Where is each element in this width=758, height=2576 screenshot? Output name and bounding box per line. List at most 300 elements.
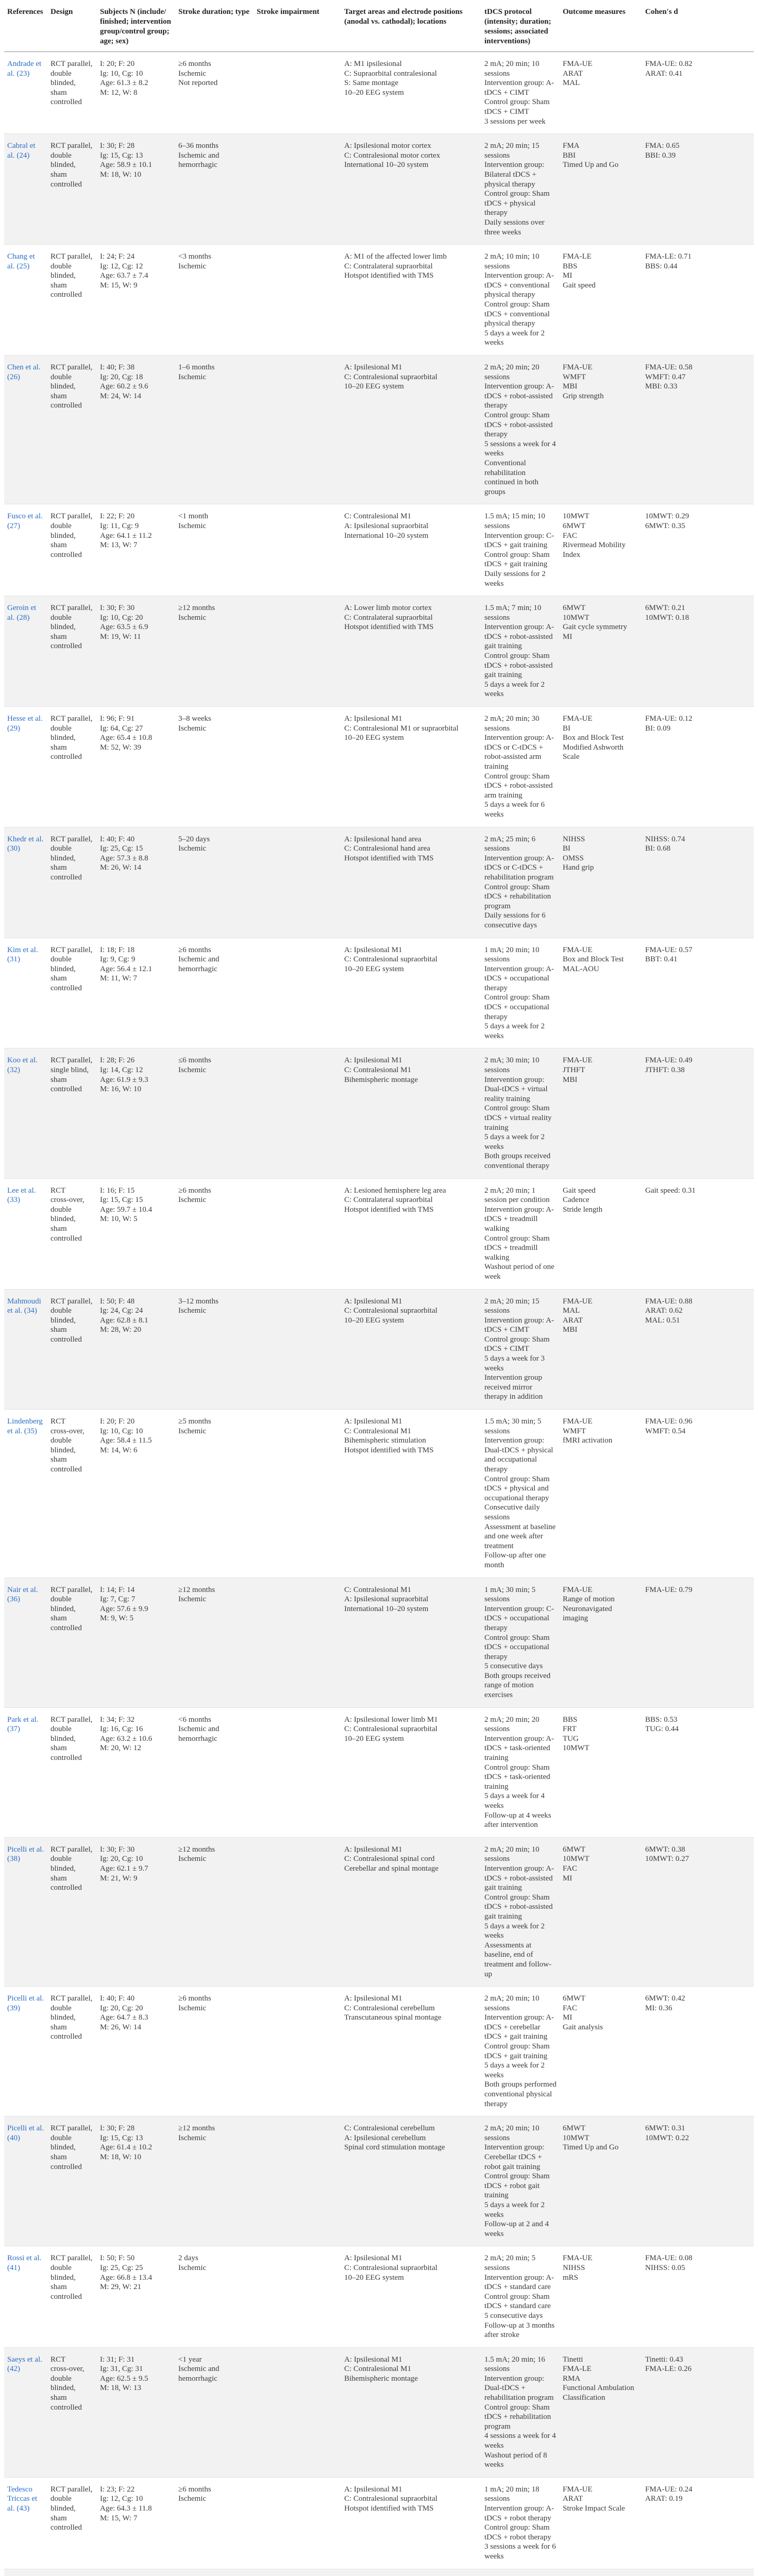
cell-stroke-duration-line: Ischemic xyxy=(178,1427,207,1435)
cell-outcome-measures-line: Grip strength xyxy=(563,392,604,400)
cell-target-areas xyxy=(341,1707,481,1837)
cell-tdcs-protocol-line: Control group: Sham tDCS + physical therapy xyxy=(484,190,550,217)
cell-outcome-measures-line: MBI xyxy=(563,382,578,391)
cell-cohens-d-line: BBS: 0.44 xyxy=(645,262,678,270)
cell-design-line: controlled xyxy=(50,2403,82,2412)
cell-stroke-duration-line: Ischemic xyxy=(178,1307,207,1315)
table-row xyxy=(4,2347,754,2477)
cell-cohens-d-line: ARAT: 0.19 xyxy=(645,2495,683,2503)
cell-outcome-measures-line: Tinetti xyxy=(563,2355,583,2364)
cell-outcome-measures xyxy=(560,1289,642,1410)
cell-outcome-measures xyxy=(560,134,642,245)
cell-tdcs-protocol-line: 5 days a week for 2 weeks xyxy=(484,1022,545,1040)
cell-outcome-measures-line: FMA-UE xyxy=(563,60,593,68)
cell-reference[interactable] xyxy=(4,938,47,1048)
cell-outcome-measures-line: FRT xyxy=(563,1725,577,1734)
cell-tdcs-protocol-line: 1.5 mA; 30 min; 5 sessions xyxy=(484,1417,542,1435)
cell-cohens-d-line: BI: 0.68 xyxy=(645,844,671,853)
cell-outcome-measures-line: Neuronavigated imaging xyxy=(563,1604,612,1623)
cell-subjects-line: Age: 64.3 ± 11.8 xyxy=(100,2504,152,2513)
cell-target-areas-line: A: Ipsilesional M1 xyxy=(344,2485,402,2494)
cell-design-line: blinded, sham xyxy=(50,623,76,641)
cell-tdcs-protocol-line: 4 sessions a week for 4 weeks xyxy=(484,2432,556,2450)
cell-subjects-line: M: 18, W: 10 xyxy=(100,170,142,179)
cell-target-areas xyxy=(341,2569,481,2576)
cell-design-line: controlled xyxy=(50,642,82,651)
cell-tdcs-protocol-line: 2 mA; 20 min; 10 sessions xyxy=(484,1845,540,1863)
cell-outcome-measures xyxy=(560,245,642,355)
cell-design-line: double xyxy=(50,613,72,622)
cell-stroke-duration-line: Ischemic xyxy=(178,69,207,78)
cell-tdcs-protocol-line: Intervention group: A-tDCS + robot-assisted therapy xyxy=(484,382,554,410)
cell-stroke-impairment xyxy=(254,1178,341,1289)
cell-outcome-measures-line: NIHSS xyxy=(563,835,585,843)
cell-tdcs-protocol-line: Intervention group: A-tDCS + standard care xyxy=(484,2273,554,2292)
reference-link[interactable]: Koo et al. (32) xyxy=(7,1056,38,1075)
cell-design-line: blinded, sham xyxy=(50,964,76,983)
reference-link[interactable]: Park et al. (37) xyxy=(7,1715,39,1734)
cell-design-line: double xyxy=(50,151,72,160)
cell-subjects-line: Ig: 20, Cg: 20 xyxy=(100,2004,143,2012)
cell-subjects-line: M: 14, W: 6 xyxy=(100,1446,138,1454)
cell-subjects-line: M: 19, W: 11 xyxy=(100,632,141,641)
cell-reference[interactable] xyxy=(4,1178,47,1289)
cell-subjects-line: Ig: 64, Cg: 27 xyxy=(100,724,143,733)
cell-subjects-line: I: 40; F: 40 xyxy=(100,1994,135,2003)
cell-target-areas-line: C: Contralesional hand area xyxy=(344,844,431,853)
cell-target-areas-line: A: Ipsilesional hand area xyxy=(344,835,422,843)
cell-design xyxy=(47,2246,97,2347)
cell-outcome-measures-line: FMA-UE xyxy=(563,1585,593,1594)
cell-tdcs-protocol-line: Intervention group: Dual-tDCS + virtual reality training xyxy=(484,1075,548,1103)
cell-target-areas-line: A: Ipsilesional M1 xyxy=(344,1297,402,1306)
cell-subjects-line: Ig: 9, Cg: 9 xyxy=(100,955,136,964)
cell-cohens-d xyxy=(642,1048,754,1178)
header-cohens-d: Cohen's d xyxy=(642,3,754,52)
cell-outcome-measures xyxy=(560,938,642,1048)
cell-cohens-d xyxy=(642,1837,754,1986)
cell-design xyxy=(47,2347,97,2477)
reference-link[interactable]: Khedr et al. (30) xyxy=(7,835,44,853)
cell-subjects-line: Ig: 10, Cg: 20 xyxy=(100,613,143,622)
cell-target-areas-line: C: Contralesional spinal cord xyxy=(344,1855,435,1863)
cell-tdcs-protocol-line: Intervention group: Cerebellar tDCS + robot gait training xyxy=(484,2143,545,2171)
cell-subjects xyxy=(97,1707,175,1837)
cell-tdcs-protocol-line: Intervention group: A-tDCS + cerebellar tDCS + gait training xyxy=(484,2013,554,2041)
reference-link[interactable]: Cabral et al. (24) xyxy=(7,142,36,160)
cell-target-areas-line: C: Contralesional cerebellum xyxy=(344,2124,435,2133)
cell-cohens-d-line: 6MWT: 0.31 xyxy=(645,2124,685,2133)
cell-target-areas-line: C: Contralateral supraorbital xyxy=(344,262,433,270)
cell-target-areas-line: C: Contralesional cerebellum xyxy=(344,2004,435,2012)
cell-subjects-line: I: 30; F: 28 xyxy=(100,2124,135,2133)
cell-cohens-d-line: 6MWT: 0.42 xyxy=(645,1994,685,2003)
cell-tdcs-protocol-line: 1.5 mA; 20 min; 16 sessions xyxy=(484,2355,545,2374)
cell-tdcs-protocol-line: Conventional rehabilitation continued in both groups xyxy=(484,459,538,496)
cell-design-line: RCT parallel, xyxy=(50,142,93,150)
cell-tdcs-protocol xyxy=(481,2246,560,2347)
reference-link[interactable]: Saeys et al. (42) xyxy=(7,2355,42,2374)
cell-tdcs-protocol-line: 2 mA; 30 min; 10 sessions xyxy=(484,1056,540,1075)
cell-outcome-measures xyxy=(560,52,642,134)
cell-stroke-duration xyxy=(175,2246,254,2347)
cell-tdcs-protocol-line: 2 mA; 20 min; 20 sessions xyxy=(484,363,540,381)
cell-tdcs-protocol-line: 1.5 mA; 7 min; 10 sessions xyxy=(484,604,542,622)
cell-stroke-duration-line: Ischemic xyxy=(178,1855,207,1863)
cell-subjects-line: M: 15, W: 7 xyxy=(100,2514,138,2522)
cell-reference[interactable] xyxy=(4,2569,47,2576)
cell-stroke-impairment xyxy=(254,355,341,504)
cell-target-areas-line: A: M1 of the affected lower limb xyxy=(344,252,447,261)
cell-subjects-line: Ig: 25, Cg: 25 xyxy=(100,2263,143,2272)
cell-outcome-measures-line: MAL xyxy=(563,1307,580,1315)
cell-reference[interactable] xyxy=(4,2477,47,2569)
cell-design xyxy=(47,2569,97,2576)
cell-stroke-duration-line: Ischemic xyxy=(178,724,207,733)
cell-stroke-duration-line: Not reported xyxy=(178,79,218,88)
table-row xyxy=(4,134,754,245)
table-row xyxy=(4,245,754,355)
cell-tdcs-protocol-line: 5 days a week for 2 weeks xyxy=(484,1133,545,1151)
cell-stroke-duration-line: Ischemic and xyxy=(178,955,220,964)
cell-tdcs-protocol-line: 5 days a week for 3 weeks xyxy=(484,1354,545,1372)
cell-design-line: double xyxy=(50,372,72,381)
cell-target-areas-line: International 10–20 system xyxy=(344,161,429,170)
cell-subjects xyxy=(97,2347,175,2477)
cell-tdcs-protocol xyxy=(481,1178,560,1289)
cell-design xyxy=(47,1410,97,1578)
cell-stroke-impairment xyxy=(254,2569,341,2576)
cell-stroke-duration xyxy=(175,827,254,938)
cell-reference[interactable] xyxy=(4,1410,47,1578)
cell-tdcs-protocol-line: Follow-up after one month xyxy=(484,1551,546,1569)
cell-tdcs-protocol xyxy=(481,2116,560,2246)
cell-outcome-measures-line: Rivermead Mobility Index xyxy=(563,541,626,559)
cell-cohens-d-line: TUG: 0.44 xyxy=(645,1725,679,1734)
cell-outcome-measures-line: 10MWT xyxy=(563,613,589,622)
reference-link[interactable]: Rossi et al. (41) xyxy=(7,2254,42,2272)
cell-target-areas-line: C: Contralesional supraorbital xyxy=(344,372,437,381)
cell-outcome-measures xyxy=(560,1410,642,1578)
cell-design-line: controlled xyxy=(50,2032,82,2041)
cell-outcome-measures-line: FAC xyxy=(563,1864,578,1873)
cell-outcome-measures xyxy=(560,596,642,707)
cell-design-line: double xyxy=(50,1725,72,1734)
cell-stroke-duration-line: Ischemic and xyxy=(178,2365,220,2374)
cell-stroke-duration-line: Ischemic xyxy=(178,1595,207,1604)
cell-stroke-impairment xyxy=(254,2477,341,2569)
cell-cohens-d-line: Gait speed: 0.31 xyxy=(645,1186,696,1195)
cell-tdcs-protocol-line: Intervention group: Bilateral tDCS + physical therapy xyxy=(484,161,545,189)
reference-link[interactable]: Picelli et al. (40) xyxy=(7,2124,44,2142)
cell-design xyxy=(47,1837,97,1986)
cell-design-line: cross-over, xyxy=(50,1196,85,1205)
cell-outcome-measures-line: ARAT xyxy=(563,1316,583,1325)
cell-design xyxy=(47,2477,97,2569)
cell-reference[interactable] xyxy=(4,1837,47,1986)
table-row xyxy=(4,1987,754,2116)
cell-reference[interactable] xyxy=(4,1578,47,1707)
cell-cohens-d xyxy=(642,1410,754,1578)
cell-target-areas xyxy=(341,134,481,245)
cell-design-line: RCT xyxy=(50,1417,66,1426)
cell-target-areas-line: Hotspot identified with TMS xyxy=(344,1205,434,1214)
cell-design-line: blinded, sham xyxy=(50,1446,76,1464)
cell-outcome-measures-line: MAL xyxy=(563,79,580,88)
table-row xyxy=(4,1707,754,1837)
cell-stroke-impairment xyxy=(254,1707,341,1837)
cell-subjects xyxy=(97,52,175,134)
cell-cohens-d xyxy=(642,2477,754,2569)
cell-outcome-measures-line: Timed Up and Go xyxy=(563,2143,619,2152)
cell-outcome-measures-line: mRS xyxy=(563,2273,579,2282)
cell-outcome-measures-line: NIHSS xyxy=(563,2263,585,2272)
cell-design-line: controlled xyxy=(50,2162,82,2171)
cell-target-areas-line: A: Ipsilesional lower limb M1 xyxy=(344,1715,438,1724)
cell-stroke-impairment xyxy=(254,1410,341,1578)
cell-target-areas-line: A: Lower limb motor cortex xyxy=(344,604,432,613)
cell-tdcs-protocol-line: Intervention group: A-tDCS + task-oriented training xyxy=(484,1734,554,1762)
cell-outcome-measures-line: Box and Block Test xyxy=(563,734,624,742)
cell-cohens-d xyxy=(642,596,754,707)
cell-target-areas xyxy=(341,1837,481,1986)
cell-target-areas-line: C: Contralesional M1 xyxy=(344,1066,411,1075)
cell-subjects xyxy=(97,2569,175,2576)
cell-outcome-measures-line: OMSS xyxy=(563,854,584,862)
cell-outcome-measures-line: MI xyxy=(563,1874,572,1883)
cell-cohens-d-line: 6MWT: 0.35 xyxy=(645,521,685,530)
reference-link[interactable]: Nair et al. (36) xyxy=(7,1585,38,1604)
reference-link[interactable]: Lee et al. (33) xyxy=(7,1186,36,1205)
table-row xyxy=(4,2477,754,2569)
cell-tdcs-protocol-line: Control group: Sham tDCS + rehabilitation program xyxy=(484,883,551,910)
cell-reference[interactable] xyxy=(4,52,47,134)
reference-link[interactable]: Geroin et al. (28) xyxy=(7,604,37,622)
cell-reference[interactable] xyxy=(4,245,47,355)
cell-subjects xyxy=(97,1178,175,1289)
cell-design xyxy=(47,1987,97,2116)
cell-reference[interactable] xyxy=(4,504,47,596)
cell-tdcs-protocol xyxy=(481,504,560,596)
reference-link[interactable]: Andrade et al. (23) xyxy=(7,60,42,78)
reference-link[interactable]: Picelli et al. (38) xyxy=(7,1845,44,1863)
reference-link[interactable]: Lindenberg et al. (35) xyxy=(7,1417,43,1435)
cell-design-line: RCT parallel, xyxy=(50,512,93,521)
cell-stroke-duration xyxy=(175,1578,254,1707)
cell-reference[interactable] xyxy=(4,355,47,504)
cell-stroke-impairment xyxy=(254,2116,341,2246)
cell-tdcs-protocol-line: 5 days a week for 2 weeks xyxy=(484,2200,545,2219)
cell-outcome-measures-line: JTHFT xyxy=(563,1066,585,1075)
cell-reference[interactable] xyxy=(4,827,47,938)
cell-cohens-d xyxy=(642,355,754,504)
cell-subjects-line: I: 30; F: 30 xyxy=(100,604,135,613)
header-references: References xyxy=(4,3,47,52)
cell-design-line: double xyxy=(50,1307,72,1315)
cell-outcome-measures-line: MI xyxy=(563,2013,572,2022)
cell-stroke-duration xyxy=(175,1048,254,1178)
cell-target-areas-line: A: Ipsilesional M1 xyxy=(344,715,402,723)
header-design: Design xyxy=(47,3,97,52)
reference-link[interactable]: Fusco et al. (27) xyxy=(7,512,43,530)
table-header xyxy=(4,3,754,52)
cell-subjects-line: M: 9, W: 5 xyxy=(100,1614,134,1623)
cell-outcome-measures-line: Gait speed xyxy=(563,1186,596,1195)
cell-subjects xyxy=(97,596,175,707)
cell-stroke-impairment xyxy=(254,2246,341,2347)
cell-outcome-measures xyxy=(560,2477,642,2569)
cell-design-line: controlled xyxy=(50,1754,82,1762)
cell-subjects-line: I: 22; F: 20 xyxy=(100,512,135,521)
cell-tdcs-protocol-line: 2 mA; 20 min; 15 sessions xyxy=(484,142,540,160)
cell-target-areas xyxy=(341,1410,481,1578)
cell-design-line: controlled xyxy=(50,1335,82,1344)
cell-subjects xyxy=(97,2116,175,2246)
cell-tdcs-protocol-line: Both groups received range of motion exercises xyxy=(484,1671,551,1700)
cell-cohens-d-line: MBI: 0.33 xyxy=(645,382,678,391)
cell-target-areas-line: Bihemispheric montage xyxy=(344,2374,418,2383)
cell-subjects-line: I: 24; F: 24 xyxy=(100,252,135,261)
cell-design xyxy=(47,596,97,707)
cell-design xyxy=(47,1707,97,1837)
cell-outcome-measures-line: FAC xyxy=(563,2004,578,2012)
cell-tdcs-protocol-line: Control group: Sham tDCS + gait training xyxy=(484,2042,550,2060)
cell-tdcs-protocol xyxy=(481,355,560,504)
reference-link[interactable]: Mahmoudi et al. (34) xyxy=(7,1297,41,1315)
cell-subjects-line: M: 26, W: 14 xyxy=(100,863,142,872)
cell-tdcs-protocol-line: 5 sessions a week for 4 weeks xyxy=(484,439,556,458)
cell-cohens-d-line: 10MWT: 0.27 xyxy=(645,1855,689,1863)
cell-design-line: RCT parallel, xyxy=(50,1715,93,1724)
cell-stroke-duration-line: <1 month xyxy=(178,512,209,521)
cell-target-areas-line: A: Ipsilesional cerebellum xyxy=(344,2133,426,2142)
table-row xyxy=(4,504,754,596)
cell-design xyxy=(47,52,97,134)
cell-design-line: RCT parallel, xyxy=(50,1845,93,1854)
cell-tdcs-protocol xyxy=(481,1048,560,1178)
cell-stroke-impairment xyxy=(254,938,341,1048)
cell-tdcs-protocol-line: Consecutive daily sessions xyxy=(484,1503,540,1521)
cell-stroke-duration xyxy=(175,938,254,1048)
cell-stroke-duration-line: Ischemic xyxy=(178,2133,207,2142)
cell-tdcs-protocol-line: 5 days a week for 4 weeks xyxy=(484,1792,545,1810)
table-row xyxy=(4,1178,754,1289)
cell-reference[interactable] xyxy=(4,707,47,827)
cell-tdcs-protocol-line: 2 mA; 20 min; 30 sessions xyxy=(484,715,540,733)
cell-subjects-line: Ig: 24, Cg: 24 xyxy=(100,1307,143,1315)
cell-subjects-line: Age: 64.7 ± 8.3 xyxy=(100,2013,148,2022)
reference-link[interactable]: Hesse et al. (29) xyxy=(7,715,43,733)
cell-cohens-d-line: BBS: 0.53 xyxy=(645,1715,678,1724)
cell-subjects-line: M: 16, W: 10 xyxy=(100,1085,142,1094)
cell-target-areas-line: Cerebellar and spinal montage xyxy=(344,1864,439,1873)
cell-outcome-measures-line: MBI xyxy=(563,1075,578,1084)
cell-outcome-measures-line: RMA xyxy=(563,2374,581,2383)
cell-reference[interactable] xyxy=(4,134,47,245)
cell-reference[interactable] xyxy=(4,2347,47,2477)
header-outcome-measures: Outcome measures xyxy=(560,3,642,52)
cell-subjects xyxy=(97,245,175,355)
cell-target-areas-line: A: Ipsilesional M1 xyxy=(344,1845,402,1854)
cell-target-areas-line: C: Contralateral supraorbital xyxy=(344,1196,433,1205)
cell-reference[interactable] xyxy=(4,2116,47,2246)
reference-link[interactable]: Chang et al. (25) xyxy=(7,252,35,270)
cell-tdcs-protocol-line: Intervention group: C-tDCS + occupational therapy xyxy=(484,1604,554,1632)
cell-tdcs-protocol-line: Intervention group received mirror therapy in addition xyxy=(484,1374,543,1401)
cell-tdcs-protocol-line: Control group: Sham tDCS + physical and occupational therapy xyxy=(484,1475,550,1502)
cell-tdcs-protocol-line: Control group: Sham tDCS + robot therapy xyxy=(484,2523,551,2541)
cell-reference[interactable] xyxy=(4,2246,47,2347)
cell-cohens-d-line: FMA-UE: 0.88 xyxy=(645,1297,693,1306)
reference-link[interactable]: Picelli et al. (39) xyxy=(7,1994,44,2012)
cell-design-line: controlled xyxy=(50,1085,82,1094)
table-row xyxy=(4,2246,754,2347)
cell-stroke-duration xyxy=(175,1707,254,1837)
cell-design-line: blinded, sham xyxy=(50,272,76,290)
cell-cohens-d-line: 10MWT: 0.18 xyxy=(645,613,689,622)
cell-cohens-d-line: FMA: 0.65 xyxy=(645,142,680,150)
cell-tdcs-protocol-line: 1 mA; 30 min; 5 sessions xyxy=(484,1585,536,1604)
cell-cohens-d-line: MI: 0.36 xyxy=(645,2004,672,2012)
header-tdcs-protocol: tDCS protocol (intensity; duration; sessions; associated interventions) xyxy=(481,3,560,52)
cell-tdcs-protocol-line: 2 mA; 20 min; 1 session per condition xyxy=(484,1186,550,1205)
cell-design-line: blinded, sham xyxy=(50,2013,76,2031)
cell-target-areas xyxy=(341,1289,481,1410)
reference-link[interactable]: Kim et al. (31) xyxy=(7,945,38,964)
cell-subjects-line: Age: 61.3 ± 8.2 xyxy=(100,79,148,88)
cell-design-line: controlled xyxy=(50,1884,82,1892)
cell-stroke-duration-line: ≥12 months xyxy=(178,1585,215,1594)
cell-design-line: double xyxy=(50,844,72,853)
cell-target-areas-line: 10–20 EEG system xyxy=(344,1316,404,1325)
cell-outcome-measures-line: 6MWT xyxy=(563,604,586,613)
cell-reference[interactable] xyxy=(4,1707,47,1837)
cell-design-line: RCT parallel, xyxy=(50,1297,93,1306)
cell-subjects xyxy=(97,1578,175,1707)
cell-outcome-measures-line: TUG xyxy=(563,1734,579,1743)
cell-target-areas-line: C: Contralesional motor cortex xyxy=(344,151,441,160)
cell-stroke-duration xyxy=(175,2477,254,2569)
cell-stroke-duration-line: ≥12 months xyxy=(178,1845,215,1854)
cell-target-areas-line: C: Contralesional supraorbital xyxy=(344,2263,437,2272)
cell-stroke-duration-line: <6 months xyxy=(178,1715,211,1724)
cell-cohens-d-line: FMA-UE: 0.08 xyxy=(645,2254,693,2263)
cell-stroke-duration-line: ≥5 months xyxy=(178,1417,211,1426)
cell-stroke-duration-line: ≥6 months xyxy=(178,2485,211,2494)
cell-tdcs-protocol-line: 2 mA; 25 min; 6 sessions xyxy=(484,835,536,853)
cell-outcome-measures-line: Range of motion xyxy=(563,1595,615,1604)
cell-tdcs-protocol-line: 5 days a week for 2 weeks xyxy=(484,2061,545,2079)
cell-target-areas-line: International 10–20 system xyxy=(344,531,429,540)
cell-outcome-measures-line: Stroke Impact Scale xyxy=(563,2504,625,2513)
reference-link[interactable]: Tedesco Triccas et al. (43) xyxy=(7,2485,38,2513)
cell-stroke-duration-line: Ischemic xyxy=(178,1066,207,1075)
cell-reference[interactable] xyxy=(4,1987,47,2116)
cell-design-line: blinded, sham xyxy=(50,531,76,550)
cell-reference[interactable] xyxy=(4,596,47,707)
cell-design-line: cross-over, xyxy=(50,2365,85,2374)
cell-design-line: RCT parallel, xyxy=(50,715,93,723)
cell-reference[interactable] xyxy=(4,1289,47,1410)
cell-subjects-line: Age: 65.4 ± 10.8 xyxy=(100,734,153,742)
cell-tdcs-protocol-line: Control group: Sham tDCS + robot gait training xyxy=(484,2172,550,2200)
cell-cohens-d-line: BBT: 0.41 xyxy=(645,955,678,964)
cell-tdcs-protocol-line: Control group: Sham tDCS + CIMT xyxy=(484,98,550,116)
cell-design-line: blinded, sham xyxy=(50,1604,76,1623)
cell-subjects-line: M: 13, W: 7 xyxy=(100,541,138,550)
cell-reference[interactable] xyxy=(4,1048,47,1178)
reference-link[interactable]: Chen et al. (26) xyxy=(7,363,41,381)
